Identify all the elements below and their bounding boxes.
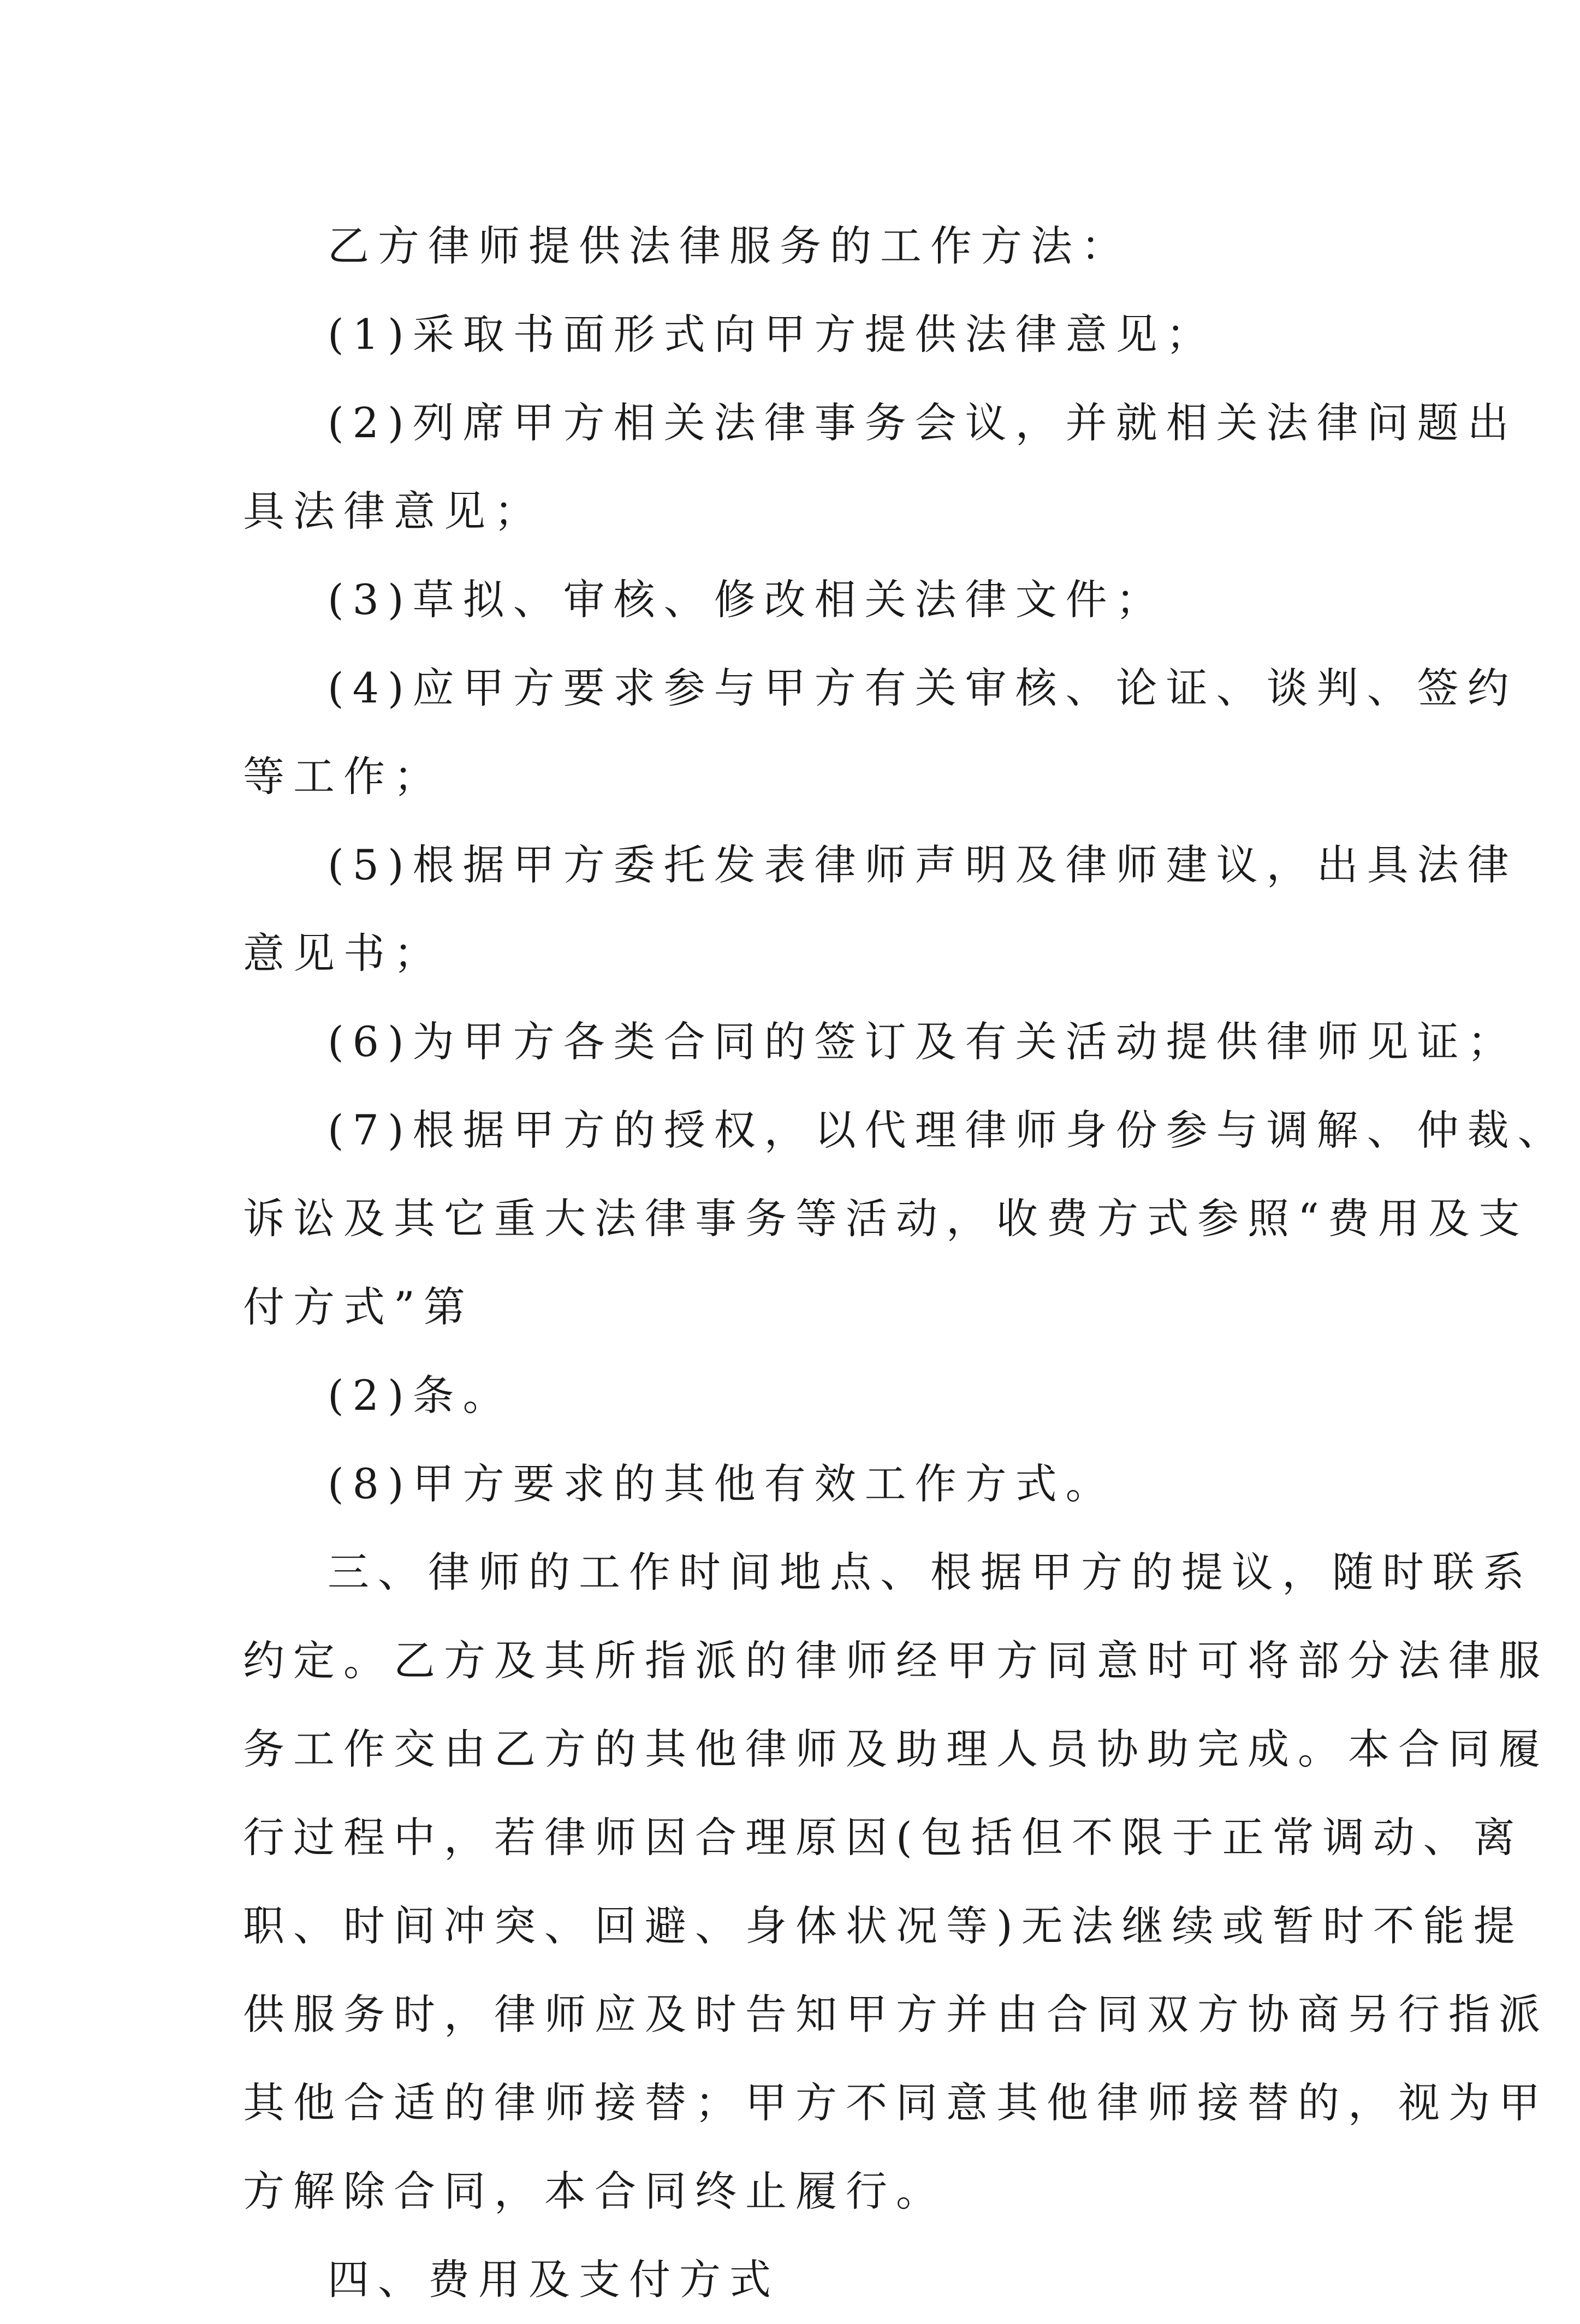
text-line: (6)为甲方各类合同的签订及有关活动提供律师见证； (328, 1017, 1518, 1066)
text-line: (1)采取书面形式向甲方提供法律意见； (328, 310, 1216, 359)
text-line: (3)草拟、审核、修改相关法律文件； (328, 575, 1166, 624)
text-line: 意见书； (243, 929, 444, 978)
text-line: 务工作交由乙方的其他律师及助理人员协助完成。本合同履 (243, 1725, 1549, 1773)
text-line: 三、律师的工作时间地点、根据甲方的提议，随时联系 (328, 1548, 1533, 1596)
text-line: 付方式”第 (243, 1283, 474, 1331)
text-line: 其他合适的律师接替；甲方不同意其他律师接替的，视为甲 (243, 2078, 1549, 2127)
text-line: (2)条。 (328, 1371, 513, 1420)
text-line: (2)列席甲方相关法律事务会议，并就相关法律问题出 (328, 398, 1518, 447)
text-line: 职、时间冲突、回避、身体状况等)无法继续或暂时不能提 (243, 1902, 1524, 1950)
text-line: 诉讼及其它重大法律事务等活动，收费方式参照“费用及支 (243, 1194, 1529, 1243)
text-line: (8)甲方要求的其他有效工作方式。 (328, 1459, 1116, 1508)
text-line: 行过程中，若律师因合理原因(包括但不限于正常调动、离 (243, 1813, 1524, 1862)
text-line: 乙方律师提供法律服务的工作方法： (328, 222, 1131, 270)
text-line: 等工作； (243, 752, 444, 801)
document-body (243, 202, 1568, 2324)
text-line: (7)根据甲方的授权，以代理律师身份参与调解、仲裁、 (328, 1106, 1568, 1154)
text-line: (5)根据甲方委托发表律师声明及律师建议，出具法律 (328, 841, 1518, 889)
text-line: (4)应甲方要求参与甲方有关审核、论证、谈判、签约 (328, 664, 1518, 712)
text-line: 供服务时，律师应及时告知甲方并由合同双方协商另行指派 (243, 1990, 1549, 2039)
text-line: 方解除合同，本合同终止履行。 (243, 2167, 946, 2215)
text-line: 约定。乙方及其所指派的律师经甲方同意时可将部分法律服 (243, 1636, 1549, 1685)
text-line: 四、费用及支付方式 (328, 2255, 780, 2304)
text-line: 具法律意见； (243, 487, 544, 535)
